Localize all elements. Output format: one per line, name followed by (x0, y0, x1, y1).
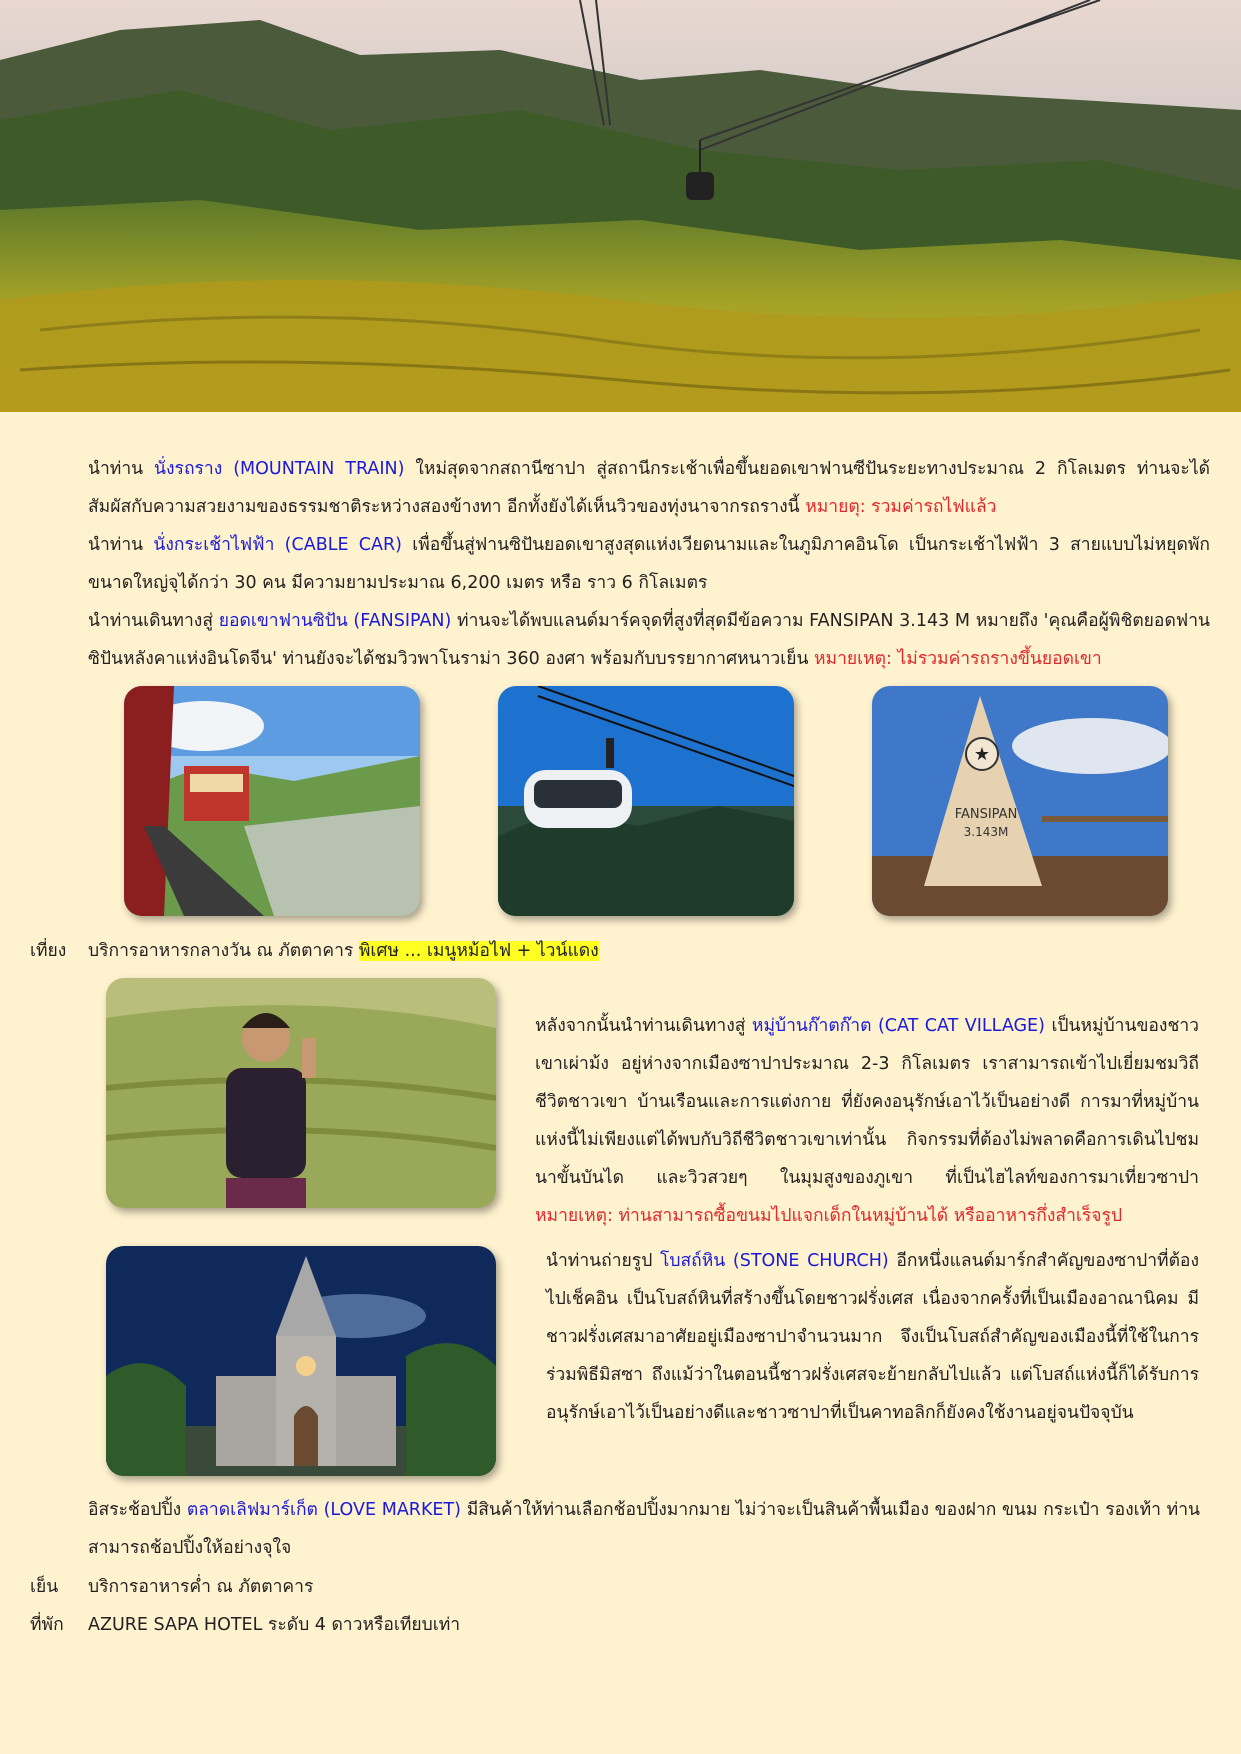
p1-lead: นำท่าน (88, 459, 155, 479)
p2-lead: นำท่าน (88, 535, 154, 555)
church-body: อีกหนึ่งแลนด์มาร์กสำคัญของซาปาที่ต้องไปเช็คอิน เป็นโบสถ์หินที่สร้างขึ้นโดยชาวฝรั่งเศส เนื่องจากครั้งที่เป็นเมืองอาณานิคม มีชาวฝรั่งเศสมาอาศัยอยู่เมืองซาปาจำนวนมาก จึงเป็นโบสถ์สำคัญของเมืองนี้ที่ใช้ในการร่วมพิธีมิสซา ถึงแม้ว่าในตอนนี้ชาวฝรั่งเศสจะย้ายกลับไปแล้ว แต่โบสถ์แห่งนี้ก็ได้รับการอนุรักษ์เอาไว้เป็นอย่างดีและชาวซาปาที่เป็นคาทอลิกก็ยังคงใช้งานอยู่จนปัจจุบัน (546, 1251, 1199, 1423)
lunch-label: เที่ยง (30, 941, 67, 961)
cat-cat-village-paragraph (535, 1007, 1199, 1235)
photo-mountain-train (124, 686, 420, 916)
hotel-label: ที่พัก (30, 1615, 64, 1635)
catcat-note: หมายเหตุ: ท่านสามารถซื้อขนมไปแจกเด็กในหมู่บ้านได้ หรืออาหารกึ่งสำเร็จรูป (535, 1206, 1123, 1226)
p3-note: หมายเหตุ: ไม่รวมค่ารถรางขึ้นยอดเขา (814, 649, 1102, 669)
photo-fansipan-summit-marker (872, 686, 1168, 916)
photo-stone-church (106, 1246, 496, 1476)
hotel-text: AZURE SAPA HOTEL ระดับ 4 ดาวหรือเทียบเท่า (88, 1615, 461, 1635)
mountain-train-paragraph (88, 450, 1210, 526)
lunch-highlight: พิเศษ ... เมนูหม้อไฟ + ไวน์แดง (358, 941, 599, 961)
photo-cable-car (498, 686, 794, 916)
svg-text:★: ★ (973, 744, 991, 765)
p1-body: ใหม่สุดจากสถานีซาปา สู่สถานีกระเช้าเพื่อขึ้นยอดเขาฟานซีปันระยะทางประมาณ 2 กิโลเมตร ท่านจะได้สัมผัสกับความสวยงามของธรรมชาติระหว่างสองข้างทา อีกทั้งยังได้เห็นวิวของทุ่งนาจากรถรางนี้ (88, 459, 1210, 517)
fansipan-sign-line1: FANSIPAN (954, 807, 1018, 822)
fansipan-paragraph (88, 602, 1210, 678)
church-lead: นำท่านถ่ายรูป (546, 1251, 660, 1271)
stone-church-paragraph (546, 1242, 1199, 1432)
p3-body: ท่านจะได้พบแลนด์มาร์คจุดที่สูงที่สุดมีข้อความ FANSIPAN 3.143 M หมายถึง 'คุณคือผู้พิชิตยอดฟานซิปันหลังคาแห่งอินโดจีน' ท่านยังจะได้ชมวิวพาโนราม่า 360 องศา พร้อมกับบรรยากาศหนาวเย็น (88, 611, 1210, 669)
cat-cat-village-title: หมู่บ้านก๊าตก๊าต (CAT CAT VILLAGE) (751, 1016, 1045, 1036)
love-market-paragraph (88, 1491, 1200, 1567)
p3-lead: นำท่านเดินทางสู่ (88, 611, 219, 631)
market-body: มีสินค้าให้ท่านเลือกช้อปปิ้งมากมาย ไม่ว่าจะเป็นสินค้าพื้นเมือง ของฝาก ขนม กระเป๋า รองเท้า ท่านสามารถช้อปปิ้งให้อย่างจุใจ (88, 1500, 1200, 1558)
p1-note: หมายตุ: รวมค่ารถไฟแล้ว (805, 497, 997, 517)
catcat-lead: หลังจากนั้นนำท่านเดินทางสู่ (535, 1016, 752, 1036)
intro-paragraphs (88, 450, 1210, 678)
love-market-title: ตลาดเลิฟมาร์เก็ต (LOVE MARKET) (186, 1500, 462, 1520)
fansipan-title: ยอดเขาฟานซิปัน (FANSIPAN) (218, 611, 452, 631)
catcat-body: เป็นหมู่บ้านของชาวเขาเผ่าม้ง อยู่ห่างจากเมืองซาปาประมาณ 2-3 กิโลเมตร เราสามารถเข้าไปเยี่ยมชมวิถีชีวิตชาวเขา บ้านเรือนและการแต่งกาย ที่ยังคงอนุรักษ์เอาไว้เป็นอย่างดี การมาที่หมู่บ้านแห่งนี้ไม่เพียงแต่ได้พบกับวิถีชีวิตชาวเขาเท่านั้น กิจกรรมที่ต้องไม่พลาดคือการเดินไปชมนาขั้นบันได และวิวสวยๆ ในมุมสูงของภูเขา ที่เป็นไฮไลท์ของการมาเที่ยวซาปา (535, 1016, 1200, 1188)
p2-body: เพื่อขึ้นสู่ฟานซิปันยอดเขาสูงสุดแห่งเวียดนามและในภูมิภาคอินโด เป็นกระเช้าไฟฟ้า 3 สายแบบไม่หยุดพักขนาดใหญ่จุได้กว่า 30 คน มีความยามประมาณ 6,200 เมตร หรือ ราว 6 กิโลเมตร (88, 535, 1210, 593)
dinner-text: บริการอาหารค่ำ ณ ภัตตาคาร (88, 1577, 314, 1597)
lunch-row (88, 932, 888, 970)
mountain-train-title: นั่งรถราง (MOUNTAIN TRAIN) (154, 459, 405, 479)
fansipan-sign-line2: 3.143M (963, 825, 1009, 839)
cable-car-paragraph (88, 526, 1210, 602)
dinner-label: เย็น (30, 1577, 59, 1597)
lunch-text: บริการอาหารกลางวัน ณ ภัตตาคาร (88, 941, 359, 961)
cable-car-title: นั่งกระเช้าไฟฟ้า (CABLE CAR) (153, 535, 402, 555)
photo-hmong-girl (106, 978, 496, 1208)
market-lead: อิสระช้อปปิ้ง (88, 1500, 187, 1520)
hero-photo-cable-car-rice-terraces (0, 0, 1241, 412)
stone-church-title: โบสถ์หิน (STONE CHURCH) (659, 1251, 889, 1271)
